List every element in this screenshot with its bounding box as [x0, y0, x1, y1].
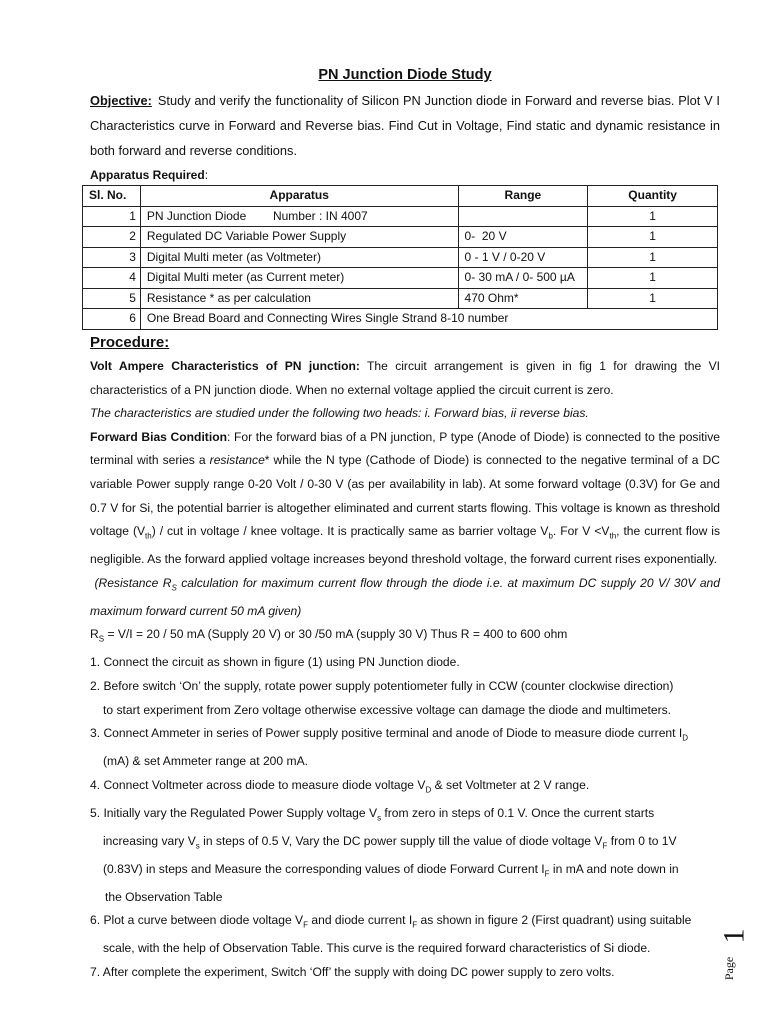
- cell-apparatus: One Bread Board and Connecting Wires Single Strand 8-10 number: [140, 309, 717, 330]
- step-5: [90, 802, 720, 830]
- rs-note: [90, 572, 720, 624]
- subscript: s: [377, 813, 382, 823]
- step-5-text: from zero in steps of 0.1 V. Once the current starts: [381, 805, 655, 820]
- heads-note: The characteristics are studied under the following two heads: i. Forward bias, ii reverse bias.: [90, 406, 589, 421]
- subscript: th: [145, 531, 152, 541]
- forward-bias-paragraph: [90, 426, 720, 572]
- apparatus-table: [82, 185, 718, 330]
- rs-eq-text: = V/I = 20 / 50 mA (Supply 20 V) or 30 /50 mA (supply 30 V) Thus R = 400 to 600 ohm: [104, 627, 568, 642]
- step-4: [90, 774, 720, 802]
- apparatus-heading-colon: :: [204, 168, 209, 182]
- table-header-row: [83, 186, 718, 207]
- step-6-text: 6. Plot a curve between diode voltage V: [90, 913, 304, 928]
- step-5-text: increasing vary V: [103, 833, 196, 848]
- rs-note-text: calculation for maximum current flow through the diode i.e. at maximum DC supply 20 V/ 30V and maximum forward current 50 mA given): [90, 575, 720, 618]
- rs-note-text: (Resistance R: [94, 575, 172, 590]
- step-3-text: 3. Connect Ammeter in series of Power supply positive terminal and anode of Diode to measure diode current I: [90, 726, 683, 741]
- table-row: [83, 288, 718, 309]
- page-number-value: 1: [717, 928, 751, 944]
- subscript: F: [544, 869, 550, 879]
- step-5-text: from 0 to 1V: [607, 833, 677, 848]
- step-3-cont: (mA) & set Ammeter range at 200 mA.: [103, 754, 308, 769]
- cell-apparatus: Digital Multi meter (as Voltmeter): [140, 247, 458, 268]
- subscript: th: [609, 531, 617, 541]
- subscript: S: [171, 583, 177, 593]
- cell-range: 0 - 1 V / 0-20 V: [458, 247, 588, 268]
- cell-quantity: 1: [588, 268, 718, 289]
- step-5-text: (0.83V) in steps and Measure the corresponding values of diode Forward Current I: [103, 861, 545, 876]
- table-row: [83, 268, 718, 289]
- cell-apparatus: PN Junction Diode Number : IN 4007: [140, 206, 458, 227]
- fb-text: : For the forward bias of a PN junction, P type (Anode of Diode) is connected to the positive terminal with series a: [90, 429, 720, 468]
- cell-sl-no: 1: [83, 206, 141, 227]
- cell-apparatus: Digital Multi meter (as Current meter): [140, 268, 458, 289]
- step-5-cont: [90, 858, 720, 886]
- objective-label: Objective:: [90, 93, 152, 108]
- cell-quantity: 1: [588, 206, 718, 227]
- rs-eq-text: R: [90, 627, 99, 642]
- step-5-cont: the Observation Table: [105, 889, 223, 904]
- procedure-heading: Procedure:: [90, 334, 170, 351]
- subscript: D: [682, 733, 689, 743]
- step-5-text: in mA and note down in: [549, 861, 679, 876]
- step-5-text: 5. Initially vary the Regulated Power Supply voltage V: [90, 805, 378, 820]
- cell-sl-no: 3: [83, 247, 141, 268]
- cell-quantity: 1: [588, 288, 718, 309]
- cell-sl-no: 5: [83, 288, 141, 309]
- rs-equation: [90, 623, 720, 651]
- cell-range: 0- 30 mA / 0- 500 µA: [458, 268, 588, 289]
- fb-text: . For V <V: [552, 524, 610, 539]
- fb-resistance: resistance: [209, 453, 265, 468]
- step-4-text: & set Voltmeter at 2 V range.: [431, 777, 590, 792]
- procedure-body: [90, 355, 720, 985]
- apparatus-heading-text: Apparatus Required: [90, 168, 205, 182]
- subscript: F: [412, 920, 418, 930]
- cell-range: 0- 20 V: [458, 227, 588, 248]
- step-7: 7. After complete the experiment, Switch ‘Off’ the supply with doing DC power supply to zero volts.: [90, 964, 615, 979]
- va-text: The circuit arrangement is given in fig 1 for drawing the VI characteristics of a PN junction diode. When no external voltage applied the circuit current is zero.: [90, 359, 721, 397]
- cell-sl-no: 4: [83, 268, 141, 289]
- objective-paragraph: [90, 88, 720, 163]
- step-6-cont: scale, with the help of Observation Table. This curve is the required forward characteristics of Si diode.: [103, 941, 651, 956]
- subscript: D: [425, 785, 432, 795]
- table-row: [83, 206, 718, 227]
- cell-range: [458, 206, 588, 227]
- subscript: F: [303, 920, 309, 930]
- fb-text: ) / cut in voltage / knee voltage. It is practically same as barrier voltage V: [151, 524, 549, 539]
- fb-text: * while the N type (Cathode of Diode) is connected to the negative terminal of a DC variable Power supply range 0-20 Volt / 0-30 V (as per availability in lab). At some forward voltage (0.3V) for Ge and 0.7 V for Si, the potential barrier is altogether eliminated and current starts flowing. This voltage is known as threshold voltage (V: [90, 453, 720, 539]
- col-header-apparatus: Apparatus: [140, 186, 458, 207]
- table-row: [83, 247, 718, 268]
- subscript: S: [98, 634, 105, 644]
- fb-text: , the current flow is negligible. As the forward applied voltage increases beyond threshold voltage, the forward current rises exponentially.: [90, 524, 720, 567]
- step-3: [90, 722, 720, 750]
- step-6-text: and diode current I: [308, 913, 413, 928]
- step-4-text: 4. Connect Voltmeter across diode to measure diode voltage V: [90, 777, 426, 792]
- step-6-text: as shown in figure 2 (First quadrant) using suitable: [417, 913, 692, 928]
- table-row: [83, 309, 718, 330]
- table-row: [83, 227, 718, 248]
- col-header-sl-no: Sl. No.: [83, 186, 141, 207]
- col-header-range: Range: [458, 186, 588, 207]
- col-header-quantity: Quantity: [588, 186, 718, 207]
- subscript: s: [195, 841, 200, 851]
- step-6: [90, 909, 720, 937]
- step-5-cont: [90, 830, 720, 858]
- cell-sl-no: 6: [83, 309, 141, 330]
- objective-text: Study and verify the functionality of Silicon PN Junction diode in Forward and reverse bias. Plot V I Characteristics curve in Forward and Reverse bias. Find Cut in Voltage, Find static and dynamic resistance in both forward and reverse conditions.: [90, 93, 720, 158]
- cell-apparatus: Resistance * as per calculation: [140, 288, 458, 309]
- page-number: [717, 925, 751, 987]
- subscript: F: [602, 841, 608, 851]
- step-2-cont: to start experiment from Zero voltage otherwise excessive voltage can damage the diode and multimeters.: [103, 702, 672, 717]
- cell-range: 470 Ohm*: [458, 288, 588, 309]
- va-paragraph: [90, 355, 720, 402]
- step-5-text: in steps of 0.5 V, Vary the DC power supply till the value of diode voltage V: [199, 833, 603, 848]
- page-title: PN Junction Diode Study: [318, 67, 492, 83]
- page-label: Page: [722, 956, 737, 981]
- cell-quantity: 1: [588, 227, 718, 248]
- cell-apparatus: Regulated DC Variable Power Supply: [140, 227, 458, 248]
- step-2: 2. Before switch ‘On’ the supply, rotate power supply potentiometer fully in CCW (counter clockwise direction): [90, 678, 674, 693]
- subscript: b: [548, 531, 553, 541]
- step-1: 1. Connect the circuit as shown in figure (1) using PN Junction diode.: [90, 655, 460, 670]
- va-label: Volt Ampere Characteristics of PN junction:: [90, 359, 360, 373]
- fb-label: Forward Bias Condition: [90, 429, 227, 444]
- cell-sl-no: 2: [83, 227, 141, 248]
- cell-quantity: 1: [588, 247, 718, 268]
